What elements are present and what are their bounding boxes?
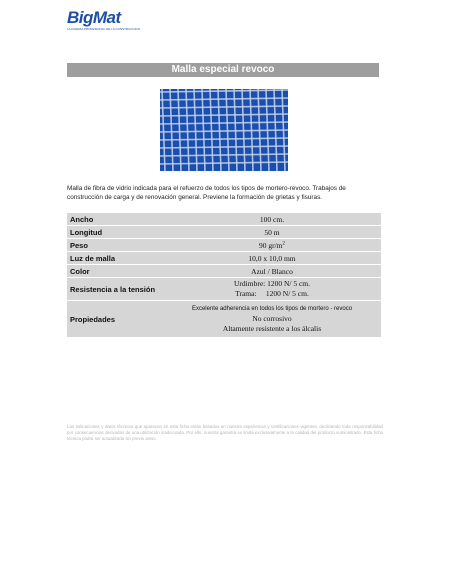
spec-label: Propiedades <box>67 301 163 337</box>
peso-value: 90 gr/m <box>258 240 283 250</box>
property-item: Excelente adherencia en todos los tipos de mortero - revoco <box>191 306 353 312</box>
property-item: Altamente resistente a los álcalis <box>222 324 322 333</box>
spec-value <box>163 239 381 251</box>
spec-row-ancho <box>67 213 381 225</box>
spec-value <box>163 278 381 300</box>
peso-superscript: 2 <box>282 241 286 246</box>
spec-label: Luz de malla <box>67 252 163 264</box>
spec-row-resistencia <box>67 278 381 300</box>
spec-label: Peso <box>67 239 163 251</box>
spec-table <box>67 212 381 338</box>
spec-row-color <box>67 265 381 277</box>
bigmat-logo <box>67 8 140 34</box>
mesh-pattern <box>160 89 288 171</box>
logo-tagline: LA FUERZA PROFESIONAL DE LA CONSTRUCCION <box>67 27 140 31</box>
spec-label: Ancho <box>67 213 163 225</box>
product-title: Malla especial revoco <box>67 63 379 77</box>
spec-value: Azul / Blanco <box>163 265 381 277</box>
spec-row-propiedades <box>67 301 381 337</box>
legal-disclaimer: Las indicaciones y datos técnicos que aparecen en esta ficha están basados en nuestra experiencia y certificaciones vigentes, declinando toda responsabilidad por consecuencias derivadas de una utilización inadecuada. Por ello, nuestra garantía se limita exclusivamente a la calidad del producto suministrado. Esta ficha técnica podrá ser actualizada sin previo aviso. <box>67 424 383 441</box>
spec-label: Resistencia a la tensión <box>67 278 163 300</box>
logo-wordmark: BigMat <box>67 8 121 27</box>
urdimbre-value: Urdimbre: 1200 N/ 5 cm. <box>233 279 311 288</box>
spec-label: Longitud <box>67 226 163 238</box>
spec-value: 50 m <box>163 226 381 238</box>
spec-label: Color <box>67 265 163 277</box>
fiberglass-mesh-photo-icon <box>160 89 288 171</box>
product-description: Malla de fibra de vidrio indicada para el refuerzo de todos los tipos de mortero-revoco. Trabajos de construcción de carga y de renovación general. Previene la formación de grietas y fisuras. <box>67 185 346 201</box>
spec-row-longitud <box>67 226 381 238</box>
spec-value: 10,0 x 10,0 mm <box>163 252 381 264</box>
trama-value: Trama: 1200 N/ 5 cm. <box>235 289 309 298</box>
spec-row-luz <box>67 252 381 264</box>
spec-row-peso <box>67 239 381 251</box>
spec-value <box>163 301 381 337</box>
spec-value: 100 cm. <box>163 213 381 225</box>
property-item: No corrosivo <box>252 314 292 323</box>
